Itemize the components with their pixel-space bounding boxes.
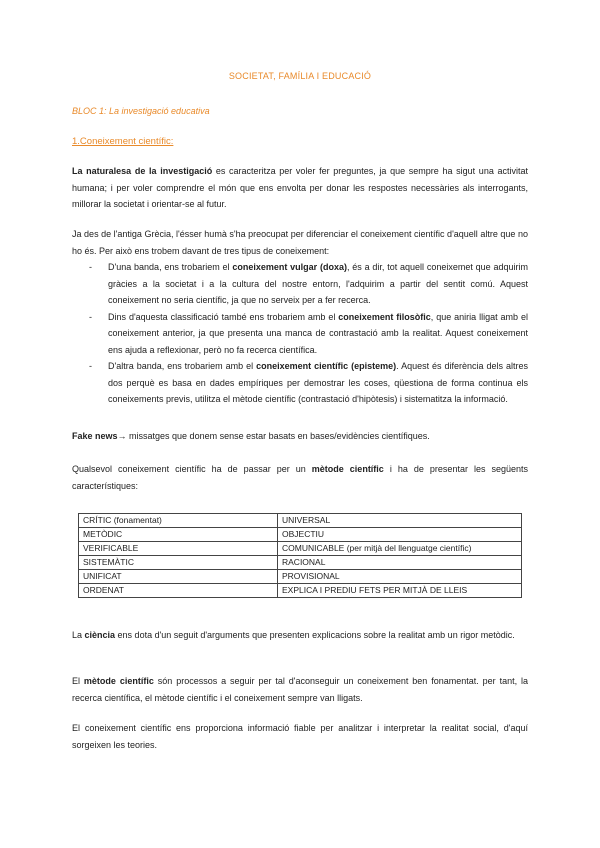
table-cell: PROVISIONAL <box>278 570 522 584</box>
list-item <box>72 309 528 359</box>
paragraph-text: La <box>72 630 85 640</box>
list-text: Dins d'aquesta classificació també ens trobariem amb el <box>108 311 339 322</box>
paragraph-text: → missatges que donem sense estar basats en bases/evidències científiques. <box>117 431 430 441</box>
paragraph-naturalesa <box>72 163 528 213</box>
document-title: SOCIETAT, FAMÍLIA I EDUCACIÓ <box>228 71 372 81</box>
paragraph-metode <box>72 461 528 494</box>
table-cell: ORDENAT <box>79 584 278 598</box>
table-cell: UNIVERSAL <box>278 514 522 528</box>
table-cell: VERIFICABLE <box>79 542 278 556</box>
paragraph-text: Qualsevol coneixement científic ha de passar per un <box>72 464 312 474</box>
table-cell: METÒDIC <box>79 528 278 542</box>
table-cell: UNIFICAT <box>79 570 278 584</box>
paragraph-fake-news <box>72 428 528 445</box>
bold-term: Fake news <box>72 431 118 441</box>
list-dash: - <box>89 262 92 272</box>
table-cell: RACIONAL <box>278 556 522 570</box>
list-dash: - <box>89 311 92 322</box>
paragraph-metode-cientific <box>72 673 528 706</box>
table-cell: SISTEMÀTIC <box>79 556 278 570</box>
table-cell: CRÍTIC (fonamentat) <box>79 514 278 528</box>
table-row <box>79 514 522 528</box>
list-text: D'una banda, ens trobariem el <box>108 262 233 272</box>
bloc-heading: BLOC 1: La investigació educativa <box>72 106 210 116</box>
paragraph-text: ens dota d'un seguit d'arguments que presenten explicacions sobre la realitat amb un rigor metòdic. <box>115 630 515 640</box>
list-dash: - <box>89 361 92 371</box>
list-item <box>72 259 528 309</box>
table-cell: EXPLICA I PREDIU FETS PER MITJÀ DE LLEIS <box>278 584 522 598</box>
bold-term: coneixement científic (episteme) <box>256 361 397 371</box>
paragraph-final: El coneixement científic ens proporciona informació fiable per analitzar i interpretar la realitat social, d'aquí sorgeixen les teories. <box>72 723 528 750</box>
table-row <box>79 542 522 556</box>
bold-term: ciència <box>84 630 116 640</box>
table-cell: OBJECTIU <box>278 528 522 542</box>
paragraph-text: són processos a seguir per tal d'aconseguir un coneixement ben fonamentat. per tant, la recerca científica, el mètode científic i el coneixement sempre van lligats. <box>72 676 529 703</box>
characteristics-table <box>78 513 522 598</box>
table-cell: COMUNICABLE (per mitjà del llenguatge científic) <box>278 542 522 556</box>
paragraph-ciencia <box>72 627 528 644</box>
bold-term: La naturalesa de la investigació <box>72 166 213 176</box>
paragraph-text: i ha de presentar les següents característiques: <box>72 464 529 491</box>
bold-term: mètode científic <box>83 676 154 686</box>
section-heading: 1.Coneixement científic: <box>72 136 174 147</box>
table-row <box>79 528 522 542</box>
paragraph-grecia: Ja des de l'antiga Grècia, l'ésser humà s'ha preocupat per diferenciar el coneixement científic d'aquell altre que no ho és. Per això ens trobem davant de tres tipus de coneixement: <box>72 229 528 256</box>
paragraph-text: es caracteritza per voler fer preguntes, ja que sempre ha sigut una activitat humana; i per voler comprendre el món que ens envolta per donar les respostes necessàries als interrogants, millorar la societat i orientar-se al futur. <box>72 166 529 209</box>
table-row <box>79 570 522 584</box>
list-text: . Aquest és diferència dels altres dos perquè es basa en dades empíriques per demostrar les coses, qüestiona de forma continua els coneixements previs, utilitza el mètode científic (contrastació d'hipòtesis) i sistematitza la informació. <box>108 361 529 404</box>
bold-term: coneixement vulgar (doxa) <box>232 262 347 272</box>
list-text: D'altra banda, ens trobariem amb el <box>108 361 257 371</box>
list-text: , que aniria lligat amb el coneixement anterior, ja que presenta una manca de contrastació amb la realitat. Aquest coneixement ens ajuda a reflexionar, però no fa recerca científica. <box>108 311 528 355</box>
table-row <box>79 584 522 598</box>
bold-term: mètode científic <box>311 464 384 474</box>
list-item <box>72 358 528 408</box>
bold-term: coneixement filosòfic <box>338 311 431 322</box>
list-text: , és a dir, tot aquell coneixemet que adquirim gràcies a la societat i a la cultura del nostre entorn, l'adquirim a partir del sentit comú. Aquest coneixement no seria científic, ja que no serveix per a fer recerca. <box>108 262 529 305</box>
table-row <box>79 556 522 570</box>
paragraph-text: El <box>72 676 84 686</box>
knowledge-types-list <box>72 259 528 408</box>
